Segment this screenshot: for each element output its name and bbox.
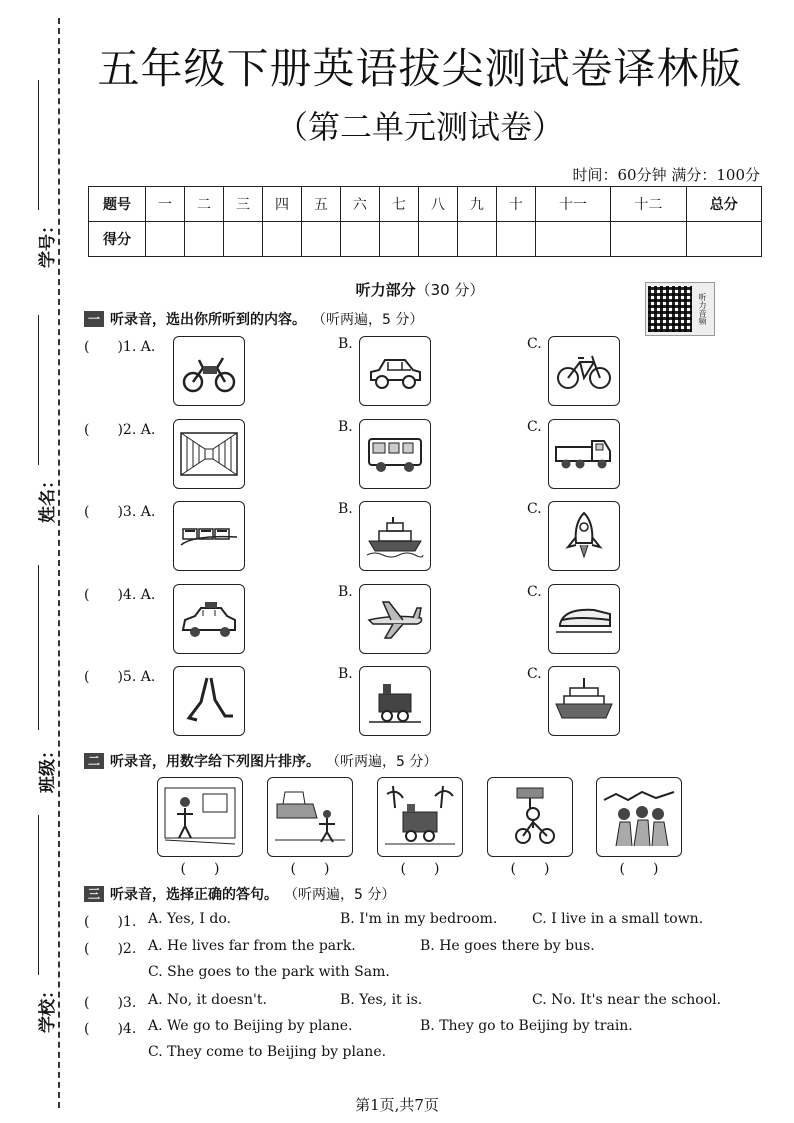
option-c: C. I live in a small town. [532, 911, 704, 927]
table-cell: 十二 [611, 187, 686, 222]
option-b-picture[interactable] [359, 584, 431, 654]
answer-paren[interactable]: ( )4. A. [84, 587, 156, 603]
bus-icon [365, 429, 425, 479]
order-blank-4[interactable]: ( ) [510, 861, 550, 877]
score-cell[interactable] [379, 222, 418, 257]
table-cell: 三 [223, 187, 262, 222]
rocket-icon [554, 511, 614, 561]
table-cell: 七 [379, 187, 418, 222]
answer-paren[interactable]: ( )2. [84, 941, 137, 957]
option-a: A. Yes, I do. [148, 911, 231, 927]
table-cell: 一 [146, 187, 185, 222]
boy-on-metro-icon [163, 784, 237, 850]
part1-note: （听两遍，5 分） [312, 312, 424, 328]
table-cell: 四 [262, 187, 301, 222]
score-table-score-row [89, 222, 762, 257]
option-c-label: C. [527, 501, 542, 517]
score-cell[interactable] [223, 222, 262, 257]
option-a-picture[interactable] [173, 336, 245, 406]
table-cell: 六 [340, 187, 379, 222]
option-c-picture[interactable] [548, 336, 620, 406]
school-label: 学校： [38, 982, 58, 1033]
motorbike-icon [179, 346, 239, 396]
boat-icon [554, 676, 614, 726]
score-cell[interactable] [686, 222, 761, 257]
mouse-on-bike-icon [493, 784, 567, 850]
score-cell[interactable] [146, 222, 185, 257]
taxi-icon [179, 594, 239, 644]
binding-dashed-line [58, 18, 60, 1108]
option-b-label: B. [338, 584, 353, 600]
option-c-picture[interactable] [548, 584, 620, 654]
ship-icon [365, 511, 425, 561]
part2-badge: 二 [84, 753, 104, 769]
option-c: C. She goes to the park with Sam. [148, 964, 390, 980]
option-b: B. They go to Beijing by train. [420, 1018, 633, 1034]
option-a: A. No, it doesn't. [148, 992, 267, 1008]
score-cell[interactable] [535, 222, 610, 257]
option-b-label: B. [338, 336, 353, 352]
score-cell[interactable] [262, 222, 301, 257]
option-a: A. He lives far from the park. [148, 938, 356, 954]
table-cell: 五 [301, 187, 340, 222]
option-a-picture[interactable] [173, 419, 245, 489]
student-number-label: 学号： [38, 217, 58, 268]
name-label: 姓名： [38, 472, 58, 523]
order-blank-3[interactable]: ( ) [400, 861, 440, 877]
answer-paren[interactable]: ( )1. A. [84, 339, 156, 355]
score-cell[interactable] [340, 222, 379, 257]
part1-instruction: 听录音，选出你所听到的内容。 [110, 312, 306, 328]
side-field-class [12, 565, 58, 793]
part1-badge: 一 [84, 311, 104, 327]
part1-title [84, 309, 423, 329]
car-icon [365, 346, 425, 396]
answer-paren[interactable]: ( )3. A. [84, 504, 156, 520]
option-c-label: C. [527, 336, 542, 352]
metro-station-icon [179, 429, 239, 479]
table-cell: 二 [184, 187, 223, 222]
table-cell: 十一 [535, 187, 610, 222]
score-cell[interactable] [301, 222, 340, 257]
table-cell: 得分 [89, 222, 146, 257]
people-on-great-wall-icon [602, 784, 676, 850]
option-b-picture[interactable] [359, 419, 431, 489]
option-b-label: B. [338, 666, 353, 682]
listening-heading-text: 听力部分 [355, 281, 416, 299]
part2-instruction: 听录音，用数字给下列图片排序。 [110, 754, 320, 770]
answer-paren[interactable]: ( )4. [84, 1021, 137, 1037]
answer-paren[interactable]: ( )1. [84, 914, 137, 930]
man-at-harbor-icon [273, 784, 347, 850]
option-c-picture[interactable] [548, 501, 620, 571]
option-b: B. I'm in my bedroom. [340, 911, 498, 927]
option-b: B. He goes there by bus. [420, 938, 595, 954]
option-a-picture[interactable] [173, 666, 245, 736]
side-field-name [12, 315, 58, 523]
part2-picture-3 [377, 777, 463, 857]
table-cell: 总分 [686, 187, 761, 222]
part2-title [84, 751, 437, 771]
class-line [38, 565, 39, 730]
table-cell: 八 [418, 187, 457, 222]
table-cell: 题号 [89, 187, 146, 222]
part2-picture-5 [596, 777, 682, 857]
bicycle-icon [554, 346, 614, 396]
option-c-label: C. [527, 666, 542, 682]
option-c-label: C. [527, 584, 542, 600]
order-blank-1[interactable]: ( ) [180, 861, 220, 877]
score-cell[interactable] [418, 222, 457, 257]
part2-picture-2 [267, 777, 353, 857]
option-c-label: C. [527, 419, 542, 435]
high-speed-train-icon [554, 594, 614, 644]
table-cell: 十 [496, 187, 535, 222]
option-b-picture[interactable] [359, 501, 431, 571]
part2-picture-4 [487, 777, 573, 857]
qr-code-icon [648, 286, 692, 332]
part2-picture-1 [157, 777, 243, 857]
order-blank-2[interactable]: ( ) [290, 861, 330, 877]
page-footer: 第1页,共7页 [355, 1096, 439, 1114]
listening-points: （30 分） [415, 281, 485, 299]
page-subtitle: （第二单元测试卷） [275, 108, 564, 146]
option-b-picture[interactable] [359, 666, 431, 736]
part3-badge: 三 [84, 886, 104, 902]
plane-icon [365, 594, 425, 644]
part2-note: （听两遍，5 分） [326, 754, 438, 770]
option-c: C. No. It's near the school. [532, 992, 722, 1008]
name-line [38, 315, 39, 465]
walking-legs-icon [179, 676, 239, 726]
train-icon [179, 511, 239, 561]
train-in-park-icon [383, 784, 457, 850]
answer-paren[interactable]: ( )2. A. [84, 422, 156, 438]
steam-train-icon [365, 676, 425, 726]
option-b-label: B. [338, 501, 353, 517]
truck-icon [554, 429, 614, 479]
school-line [38, 815, 39, 975]
part3-title [84, 884, 395, 904]
side-field-school [12, 815, 58, 1035]
score-cell[interactable] [496, 222, 535, 257]
part3-note: （听两遍，5 分） [284, 887, 396, 903]
option-c: C. They come to Beijing by plane. [148, 1044, 387, 1060]
score-cell[interactable] [611, 222, 686, 257]
class-label: 班级： [38, 742, 58, 793]
option-a: A. We go to Beijing by plane. [148, 1018, 353, 1034]
time-score-info: 时间：60分钟 满分：100分 [572, 166, 760, 184]
qr-label: 听力音频 [698, 293, 707, 325]
page-title: 五年级下册英语拔尖测试卷译林版 [97, 44, 743, 93]
option-a-picture[interactable] [173, 501, 245, 571]
answer-paren[interactable]: ( )5. A. [84, 669, 156, 685]
score-table-header-row [89, 187, 762, 222]
order-blank-5[interactable]: ( ) [619, 861, 659, 877]
score-table [88, 186, 762, 257]
option-b-label: B. [338, 419, 353, 435]
qr-code[interactable] [645, 282, 715, 336]
option-c-picture[interactable] [548, 666, 620, 736]
option-b-picture[interactable] [359, 336, 431, 406]
score-cell[interactable] [457, 222, 496, 257]
option-a-picture[interactable] [173, 584, 245, 654]
score-cell[interactable] [184, 222, 223, 257]
part3-instruction: 听录音，选择正确的答句。 [110, 887, 278, 903]
option-b: B. Yes, it is. [340, 992, 423, 1008]
table-cell: 九 [457, 187, 496, 222]
answer-paren[interactable]: ( )3. [84, 995, 137, 1011]
option-c-picture[interactable] [548, 419, 620, 489]
